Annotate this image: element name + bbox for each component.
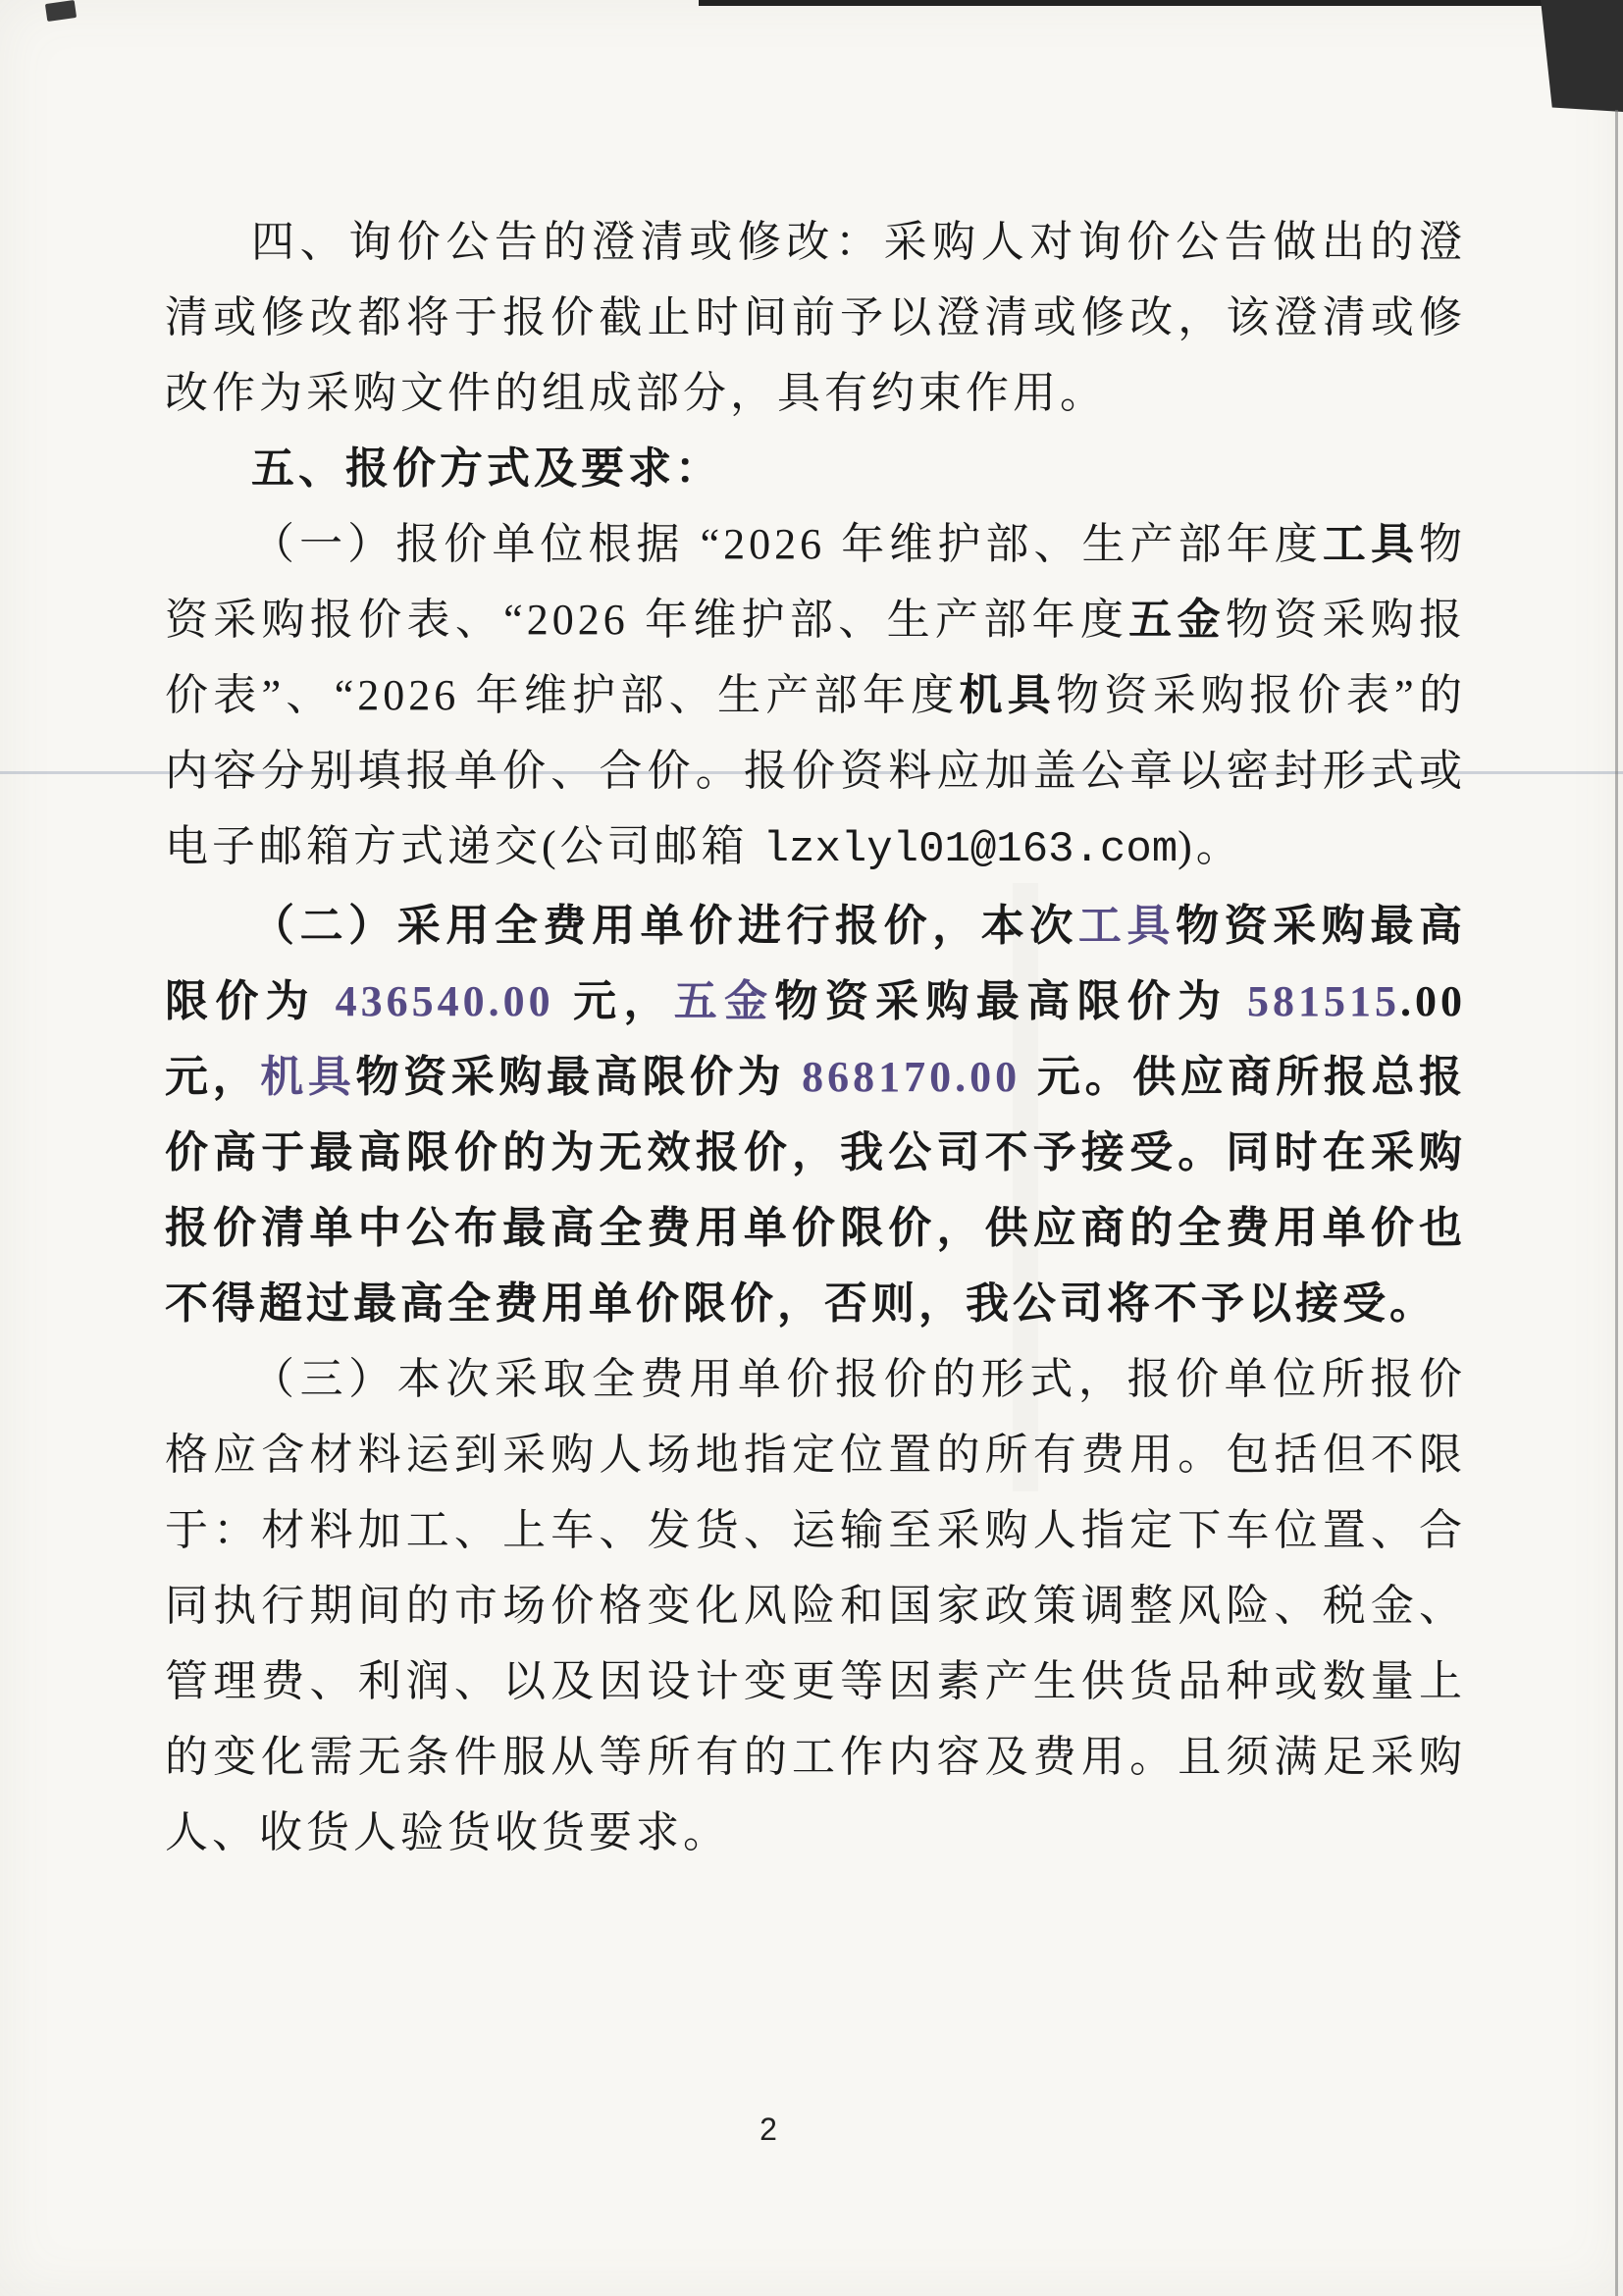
clause-5-item-2-paragraph bbox=[165, 888, 1466, 1341]
clause-5-heading bbox=[165, 431, 1466, 506]
item-2-text: 元， bbox=[553, 977, 674, 1025]
item-1-text: 物资采购报价表、“2026 年维护部、生产部年度 bbox=[165, 520, 1467, 644]
price-machinery-max: 868170.00 bbox=[802, 1053, 1021, 1101]
scan-shadow-top-right-corner bbox=[1541, 0, 1623, 112]
clause-4-text: 四、询价公告的澄清或修改：采购人对询价公告做出的澄清或修改都将于报价截止时间前予以澄清或修改，该澄清或修改作为采购文件的组成部分，具有约束作用。 bbox=[165, 218, 1466, 417]
item-1-text: 物资采购报价表”、“2026 年维护部、生产部年度 bbox=[165, 596, 1467, 719]
clause-5-item-1-paragraph bbox=[165, 506, 1466, 888]
item-1-text: )。 bbox=[1178, 822, 1243, 870]
item-1-text: （一）报价单位根据 “2026 年维护部、生产部年度 bbox=[251, 520, 1323, 568]
keyword-tools: 工具 bbox=[1077, 902, 1177, 950]
price-hardware-max-decimal: .00 bbox=[1400, 977, 1466, 1025]
keyword-hardware: 五金 bbox=[1128, 596, 1226, 644]
keyword-hardware: 五金 bbox=[673, 977, 775, 1025]
scan-edge-right-line bbox=[1615, 110, 1618, 2296]
item-2-text: 物资采购最高限价为 bbox=[774, 977, 1247, 1025]
clause-5-heading-text: 五、报价方式及要求： bbox=[251, 444, 722, 493]
page-number: 2 bbox=[759, 2112, 777, 2147]
price-tools-max: 436540.00 bbox=[335, 977, 554, 1025]
clause-4-paragraph bbox=[165, 204, 1466, 431]
item-2-text: 元， bbox=[165, 1053, 261, 1101]
keyword-machinery: 机具 bbox=[959, 671, 1057, 719]
scan-mark-top-left bbox=[45, 0, 77, 22]
price-hardware-max: 581515 bbox=[1247, 977, 1400, 1025]
keyword-tools: 工具 bbox=[1322, 520, 1420, 568]
item-2-text: （二）采用全费用单价进行报价，本次 bbox=[251, 902, 1078, 950]
item-2-text: 物资采购最高限价为 bbox=[165, 902, 1467, 1025]
document-body bbox=[165, 204, 1466, 1870]
item-1-text: 物资采购报价表”的内容分别填报单价、合价。报价资料应加盖公章以密封形式或电子邮箱方式递交(公司邮箱 bbox=[165, 671, 1467, 870]
scan-edge-top-line bbox=[699, 0, 1623, 6]
keyword-machinery: 机具 bbox=[260, 1053, 356, 1101]
item-2-text: 元。供应商所报总报价高于最高限价的为无效报价，我公司不予接受。同时在采购报价清单中公布最高全费用单价限价，供应商的全费用单价也不得超过最高全费用单价限价，否则，我公司将不予以接受。 bbox=[165, 1053, 1466, 1328]
item-3-text: （三）本次采取全费用单价报价的形式，报价单位所报价格应含材料运到采购人场地指定位置的所有费用。包括但不限于：材料加工、上车、发货、运输至采购人指定下车位置、合同执行期间的市场价格变化风险和国家政策调整风险、税金、管理费、利润、以及因设计变更等因素产生供货品种或数量上的变化需无条件服从等所有的工作内容及费用。且须满足采购人、收货人验货收货要求。 bbox=[165, 1355, 1466, 1856]
page-footer bbox=[0, 2112, 1623, 2148]
clause-5-item-3-paragraph bbox=[165, 1341, 1466, 1870]
item-2-text: 物资采购最高限价为 bbox=[355, 1053, 803, 1101]
company-email: lzxlyl01@163.com bbox=[762, 825, 1178, 874]
